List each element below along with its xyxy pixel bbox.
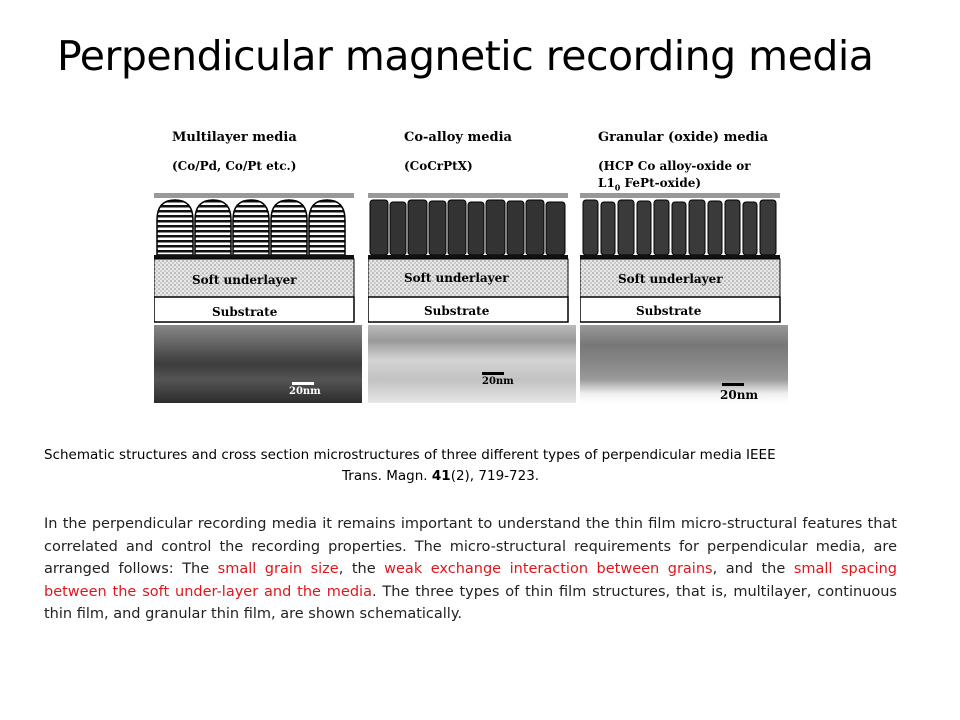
panel-multilayer [154, 120, 362, 410]
scale-bar [292, 382, 314, 385]
substrate-label: Substrate [212, 305, 278, 319]
multilayer-schematic [154, 120, 362, 325]
subheading-l1: L1 [598, 176, 615, 190]
highlight-grain-size: small grain size [217, 561, 339, 577]
panel-heading: Granular (oxide) media [598, 130, 769, 145]
tem-micrograph [368, 325, 576, 403]
caption-line-1: Schematic structures and cross section microstructures of three different types of perpendicular media IEEE [44, 447, 776, 463]
co-alloy-schematic [368, 120, 576, 325]
panel-co-alloy [368, 120, 576, 410]
tem-micrograph [154, 325, 362, 403]
caption-volume: 41 [431, 468, 451, 484]
panel-subheading: (Co/Pd, Co/Pt etc.) [172, 159, 297, 173]
highlight-spacing: small spacing between the soft under-layer and the media [44, 561, 897, 600]
scale-bar [722, 383, 744, 386]
scale-label: 20nm [720, 388, 759, 402]
underlayer-label: Soft underlayer [618, 272, 723, 286]
subheading-line-1: (HCP Co alloy-oxide or [598, 159, 751, 173]
caption-journal: Trans. Magn. [342, 468, 432, 484]
body-paragraph [44, 513, 897, 626]
scale-bar [482, 372, 504, 375]
underlayer-label: Soft underlayer [404, 271, 509, 285]
body-segment: In the perpendicular recording media it remains important to understand the thin film micro-structural features that correlated and control the recording properties. The micro-structural requirements for perpendicular media, are arranged follows: The [44, 516, 897, 577]
body-segment: . The three types of thin film structures, that is, multilayer, continuous thin film, and granular thin film, are shown schematically. [44, 583, 897, 622]
caption-pages: (2), 719-723. [450, 468, 540, 484]
media-figure [150, 120, 790, 410]
substrate-label: Substrate [636, 304, 702, 318]
caption-line-2 [342, 466, 539, 487]
subheading-subscript: 0 [614, 182, 621, 193]
granular-schematic [580, 120, 788, 325]
slide-title: Perpendicular magnetic recording media [57, 32, 874, 80]
body-segment: , the [338, 561, 385, 577]
panel-granular [580, 120, 788, 410]
body-segment: , and the [712, 561, 794, 577]
panel-heading: Co-alloy media [404, 130, 512, 145]
subheading-line-2: FePt-oxide) [620, 176, 702, 190]
scale-label: 20nm [289, 386, 321, 397]
panel-heading: Multilayer media [172, 130, 297, 145]
substrate-label: Substrate [424, 304, 490, 318]
underlayer-label: Soft underlayer [192, 273, 297, 287]
panel-subheading: (CoCrPtX) [404, 159, 473, 173]
highlight-exchange-interaction: weak exchange interaction between grains [384, 561, 713, 577]
scale-label: 20nm [482, 376, 514, 387]
